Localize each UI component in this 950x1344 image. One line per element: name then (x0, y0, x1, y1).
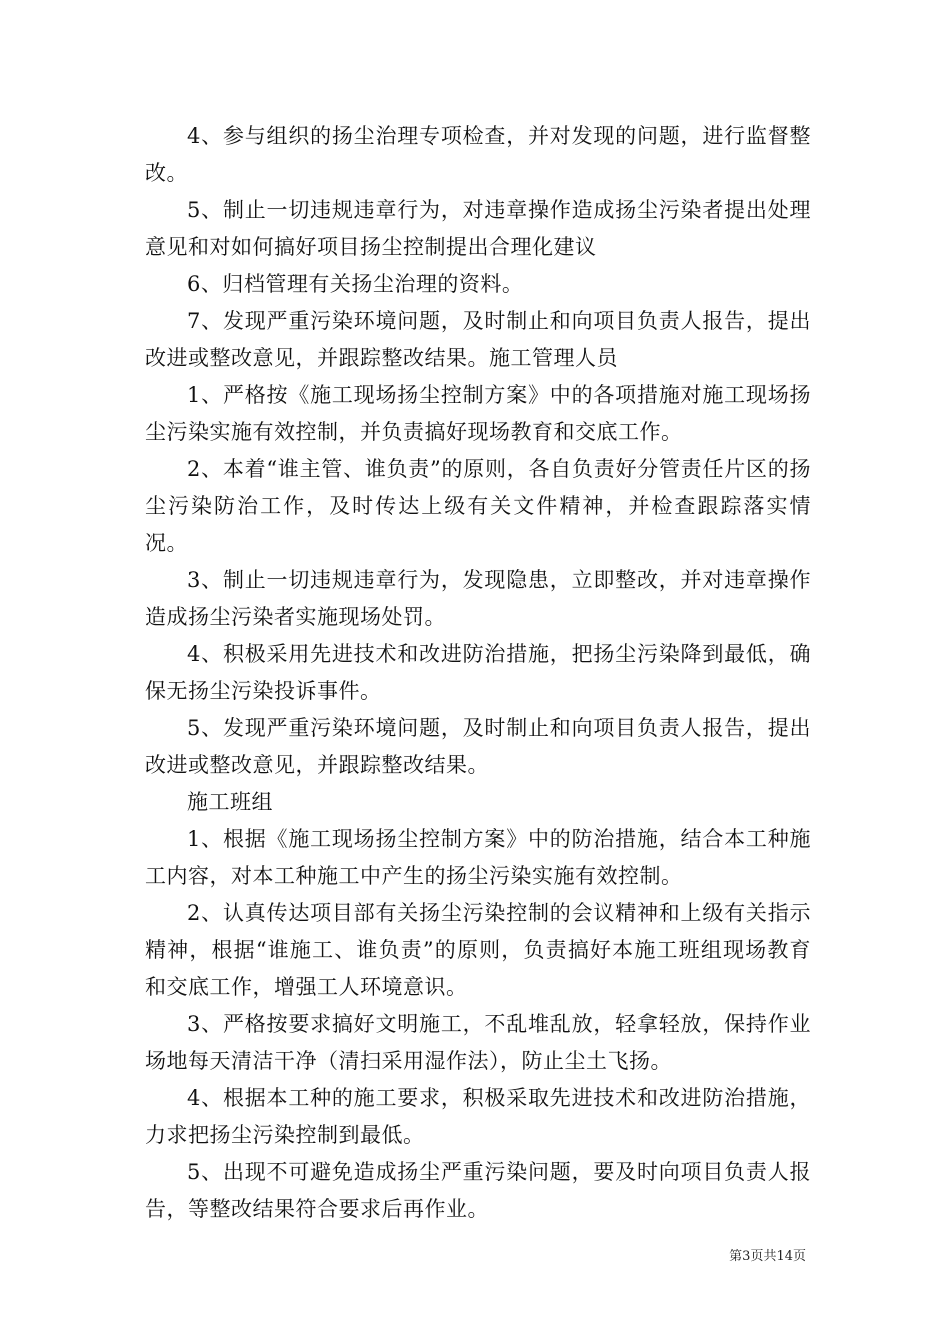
paragraph: 5、制止一切违规违章行为，对违章操作造成扬尘污染者提出处理意见和对如何搞好项目扬尘控制提出合理化建议 (145, 198, 811, 259)
paragraph: 4、积极采用先进技术和改进防治措施，把扬尘污染降到最低，确保无扬尘污染投诉事件。 (145, 642, 811, 703)
paragraph: 6、归档管理有关扬尘治理的资料。 (187, 272, 524, 296)
paragraph: 2、本着“谁主管、谁负责”的原则，各自负责好分管责任片区的扬尘污染防治工作，及时传达上级有关文件精神，并检查跟踪落实情况。 (145, 457, 811, 555)
paragraph: 1、根据《施工现场扬尘控制方案》中的防治措施，结合本工种施工内容，对本工种施工中产生的扬尘污染实施有效控制。 (145, 827, 811, 888)
paragraph: 3、制止一切违规违章行为，发现隐患，立即整改，并对违章操作造成扬尘污染者实施现场处罚。 (145, 568, 811, 629)
paragraph: 5、发现严重污染环境问题，及时制止和向项目负责人报告，提出改进或整改意见，并跟踪整改结果。 (145, 716, 811, 777)
paragraph: 4、根据本工种的施工要求，积极采取先进技术和改进防治措施，力求把扬尘污染控制到最低。 (145, 1086, 811, 1147)
paragraph: 7、发现严重污染环境问题，及时制止和向项目负责人报告，提出改进或整改意见，并跟踪整改结果。施工管理人员 (145, 309, 811, 370)
page-number: 第3页共14页 (729, 1249, 806, 1264)
section-heading: 施工班组 (187, 790, 273, 814)
document-body (145, 118, 811, 1228)
paragraph: 5、出现不可避免造成扬尘严重污染问题，要及时向项目负责人报告，等整改结果符合要求后再作业。 (145, 1160, 811, 1221)
paragraph: 3、严格按要求搞好文明施工，不乱堆乱放，轻拿轻放，保持作业场地每天清洁干净（清扫采用湿作法），防止尘土飞扬。 (145, 1012, 811, 1073)
paragraph: 1、严格按《施工现场扬尘控制方案》中的各项措施对施工现场扬尘污染实施有效控制，并负责搞好现场教育和交底工作。 (145, 383, 811, 444)
paragraph: 2、认真传达项目部有关扬尘污染控制的会议精神和上级有关指示精神，根据“谁施工、谁负责”的原则，负责搞好本施工班组现场教育和交底工作，增强工人环境意识。 (145, 901, 811, 999)
paragraph: 4、参与组织的扬尘治理专项检查，并对发现的问题，进行监督整改。 (145, 124, 811, 185)
